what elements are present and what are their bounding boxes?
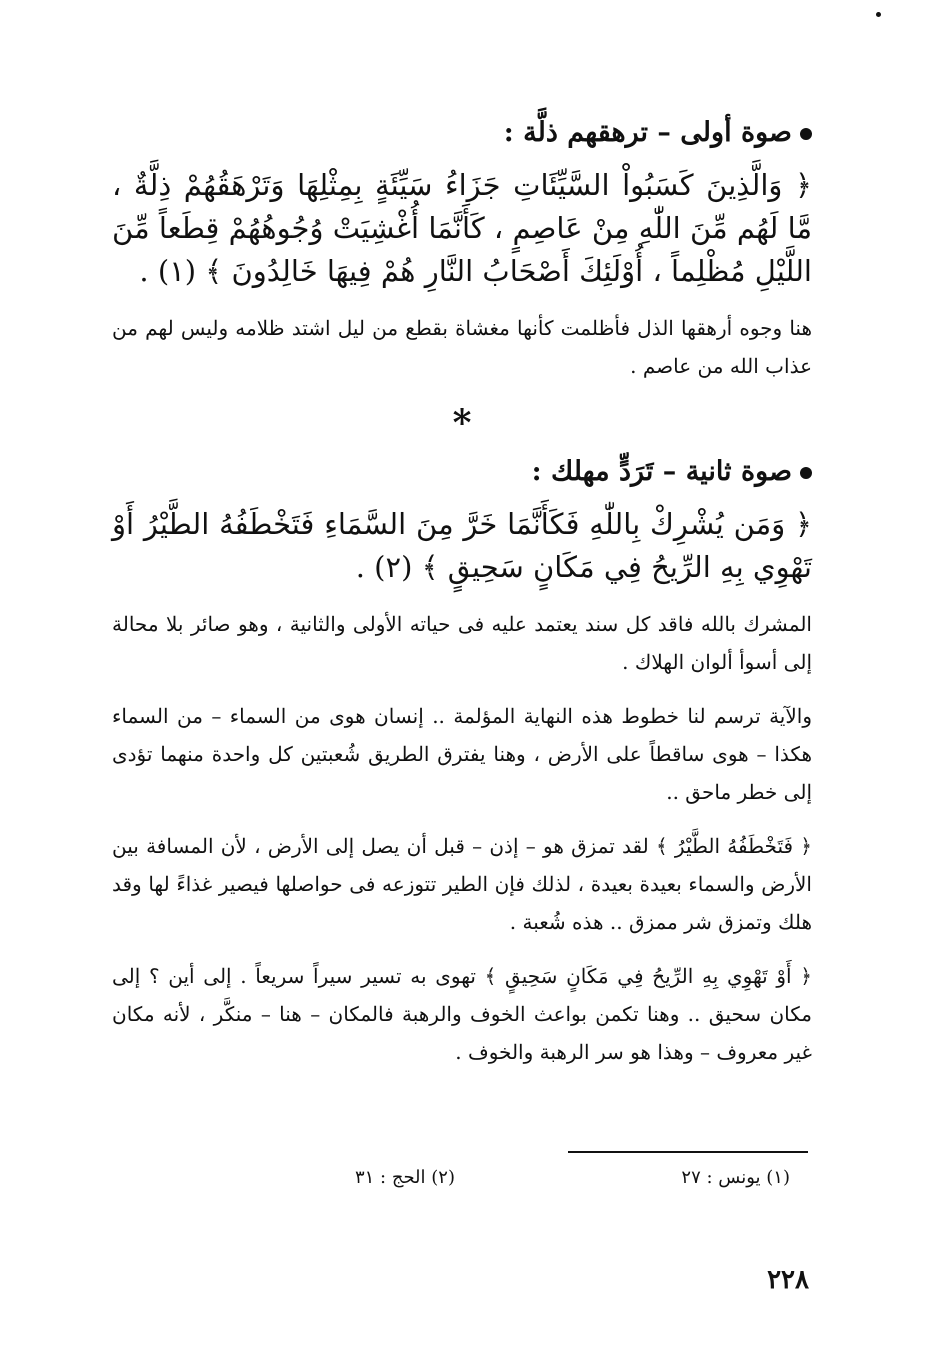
- paragraph: ﴿ فَتَخْطَفُهُ الطَّيْرُ ﴾ لقد تمزق هو – إذن – قبل أن يصل إلى الأرض ، لأن المسافة بين الأرض والسماء بعيدة بعيدة ، لذلك فإن الطير تتوزعه فى حواصلها فيصير غذاءً لها وقد هلك وتمزق شر ممزق .. هذه شُعبة .: [112, 834, 812, 934]
- paragraph: المشرك بالله فاقد كل سند يعتمد عليه فى حياته الأولى والثانية ، وهو صائر بلا محالة إلى أسوأ ألوان الهلاك .: [112, 612, 812, 674]
- paragraph: والآية ترسم لنا خطوط هذه النهاية المؤلمة .. إنسان هوى من السماء – من السماء هكذا – هوى ساقطاً على الأرض ، وهنا يفترق الطريق شُعبتين كل واحدة منهما تؤدى إلى خطر ماحق ..: [112, 704, 812, 804]
- footnote-divider: [568, 1151, 808, 1153]
- main-text-column: [112, 112, 812, 1087]
- footnotes: [320, 1167, 790, 1197]
- section1-heading-text: صوة أولى – ترهقهم ذلَّة :: [503, 117, 792, 148]
- section2-heading-text: صوة ثانية – تَرَدٍّ مهلك :: [531, 456, 792, 487]
- section2-verse: ﴿ وَمَن يُشْرِكْ بِاللّٰهِ فَكَأَنَّمَا خَرَّ مِنَ السَّمَاءِ فَتَخْطَفُهُ الطَّيْرُ أَوْ تَهْوِي بِهِ الرِّيحُ فِي مَكَانٍ سَحِيقٍ ﴾ (٢) .: [112, 507, 812, 584]
- section1-heading: [112, 112, 812, 154]
- section-separator: *: [452, 402, 472, 444]
- section1-explanation: هنا وجوه أرهقها الذل فأظلمت كأنها مغشاة بقطع من ليل اشتد ظلامه وليس لهم من عذاب الله من عاصم .: [112, 316, 812, 378]
- bullet-icon: [800, 467, 812, 479]
- paragraph: ﴿ أَوْ تَهْوِي بِهِ الرِّيحُ فِي مَكَانٍ سَحِيقٍ ﴾ تهوى به تسير سيراً سريعاً . إلى أين ؟ إلى مكان سحيق .. وهنا تكمن بواعث الخوف والرهبة فالمكان – هنا – منكَّر ، لأنه مكان غير معروف – وهذا هو سر الرهبة والخوف .: [112, 964, 812, 1064]
- footnote-2: (٢) الحج : ٣١: [354, 1167, 455, 1188]
- section1-verse: ﴿ وَالَّذِينَ كَسَبُواْ السَّيِّئَاتِ جَزَاءُ سَيِّئَةٍ بِمِثْلِهَا وَتَرْهَقُهُمْ ذِلَّةٌ ، مَّا لَهُم مِّنَ اللّٰهِ مِنْ عَاصِمٍ ، كَأَنَّمَا أُغْشِيَتْ وُجُوهُهُمْ قِطَعاً مِّنَ اللَّيْلِ مُظْلِماً ، أُوْلَئِكَ أَصْحَابُ النَّارِ هُمْ فِيهَا خَالِدُونَ ﴾ (١) .: [112, 168, 812, 288]
- bullet-icon: [800, 128, 812, 140]
- footnote-1: (١) يونس : ٢٧: [681, 1167, 790, 1188]
- page-number: ٢٢٨: [767, 1265, 809, 1295]
- section2-heading: [112, 451, 812, 493]
- corner-dot: [876, 12, 881, 17]
